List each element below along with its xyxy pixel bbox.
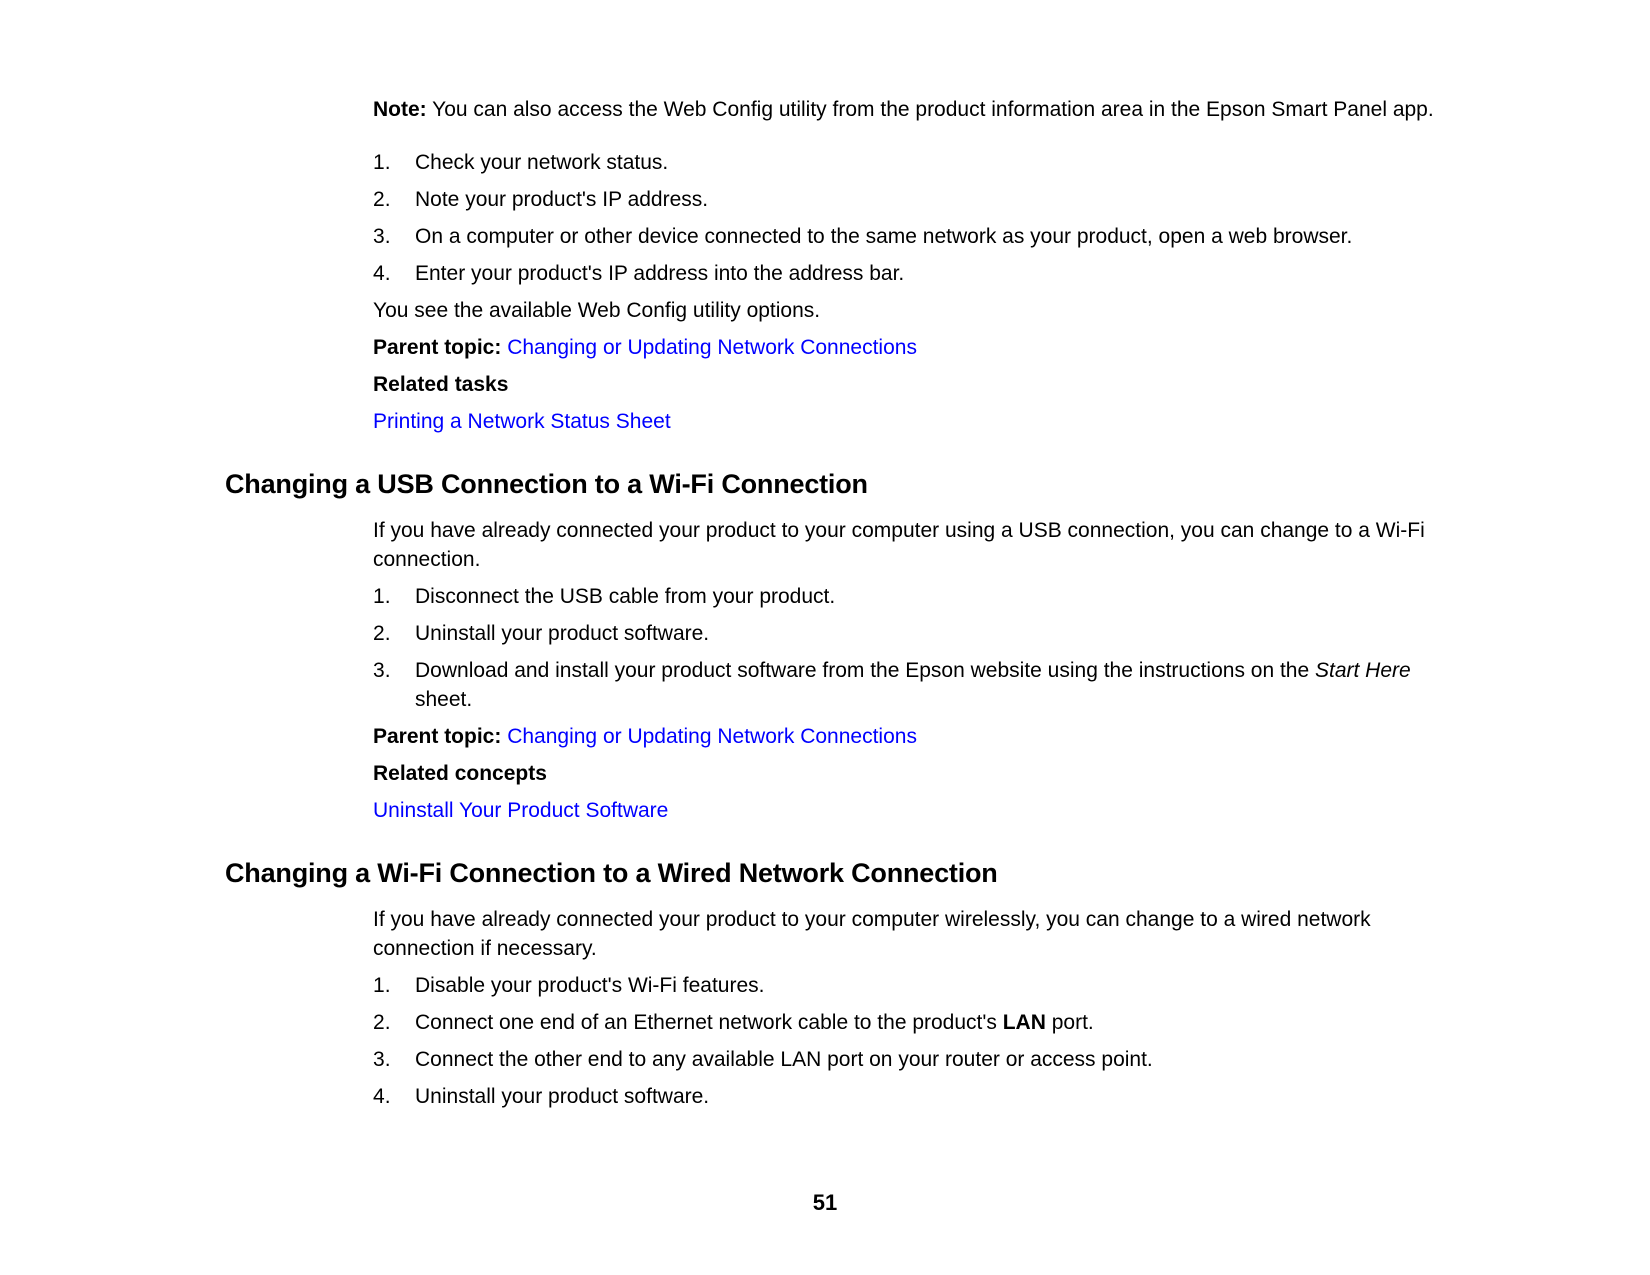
parent-topic-label: Parent topic:: [373, 336, 502, 359]
text-segment: On a computer or other device connected to the same network as your product, open a web browser.: [415, 225, 1353, 248]
step-item: [373, 1082, 1441, 1111]
related-concept-link[interactable]: Uninstall Your Product Software: [373, 799, 669, 822]
text-segment: Enter your product's IP address into the address bar.: [415, 262, 905, 285]
text-segment: Uninstall your product software.: [415, 1085, 710, 1108]
step-item: [373, 582, 1441, 611]
text-segment: Note your product's IP address.: [415, 188, 709, 211]
text-segment: Connect the other end to any available LAN port on your router or access point.: [415, 1048, 1153, 1071]
text-segment: sheet.: [415, 688, 473, 711]
related-tasks-heading: Related tasks: [373, 373, 509, 396]
intro-paragraph: If you have already connected your product to your computer using a USB connection, you can change to a Wi-Fi connection.: [373, 519, 1425, 571]
related-concepts-heading: Related concepts: [373, 762, 547, 785]
steps-list: [373, 148, 1441, 288]
result-text: You see the available Web Config utility options.: [373, 299, 821, 322]
section-heading-wifi-to-wired: Changing a Wi-Fi Connection to a Wired Network Connection: [225, 858, 998, 888]
step-item: [373, 971, 1441, 1000]
text-segment: Download and install your product software from the Epson website using the instructions on the: [415, 659, 1315, 682]
text-segment: You can also access the Web Config utility from the product information area in the Epson Smart Panel app.: [426, 98, 1434, 121]
related-link-line: [373, 796, 1441, 825]
related-task-link[interactable]: Printing a Network Status Sheet: [373, 410, 671, 433]
text-segment: Connect one end of an Ethernet network cable to the product's: [415, 1011, 1003, 1034]
parent-topic-label: Parent topic:: [373, 725, 502, 748]
text-segment: Disconnect the USB cable from your product.: [415, 585, 836, 608]
section-body-usb-to-wifi: [373, 516, 1441, 825]
section-heading-usb-to-wifi: Changing a USB Connection to a Wi-Fi Connection: [225, 469, 868, 499]
steps-list: [373, 971, 1441, 1111]
step-item: [373, 259, 1441, 288]
related-link-line: [373, 407, 1441, 436]
section-body-wifi-to-wired: [373, 905, 1441, 1111]
text-segment: Note:: [373, 98, 427, 121]
topic-continuation: [373, 95, 1441, 436]
intro-paragraph: If you have already connected your product to your computer wirelessly, you can change to a wired network connection if necessary.: [373, 908, 1371, 960]
step-item: [373, 656, 1441, 714]
text-segment: port.: [1045, 1011, 1094, 1034]
step-item: [373, 1045, 1441, 1074]
note-paragraph: [373, 95, 1441, 124]
parent-topic-link[interactable]: Changing or Updating Network Connections: [507, 336, 917, 359]
step-item: [373, 222, 1441, 251]
text-segment: Uninstall your product software.: [415, 622, 710, 645]
step-item: [373, 148, 1441, 177]
step-item: [373, 185, 1441, 214]
step-item: [373, 619, 1441, 648]
parent-topic-line: [373, 722, 1441, 751]
parent-topic-link[interactable]: Changing or Updating Network Connections: [507, 725, 917, 748]
page-number: 51: [812, 1190, 838, 1215]
text-segment: LAN: [1002, 1011, 1046, 1034]
step-item: [373, 1008, 1441, 1037]
text-segment: Start Here: [1315, 659, 1411, 682]
parent-topic-line: [373, 333, 1441, 362]
steps-list: [373, 582, 1441, 714]
text-segment: Check your network status.: [415, 151, 669, 174]
text-segment: Disable your product's Wi-Fi features.: [415, 974, 765, 997]
